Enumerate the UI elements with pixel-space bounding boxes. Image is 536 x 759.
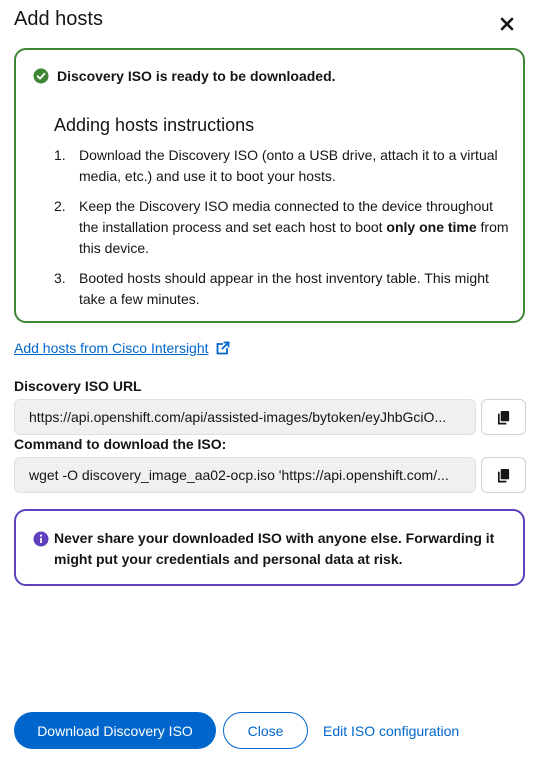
- close-icon[interactable]: [497, 14, 517, 34]
- download-command-label: Command to download the ISO:: [14, 436, 227, 452]
- success-alert: [14, 48, 525, 323]
- instructions-list: [54, 145, 514, 319]
- download-discovery-iso-button[interactable]: Download Discovery ISO: [14, 712, 216, 749]
- cisco-intersight-link[interactable]: Add hosts from Cisco Intersight: [14, 340, 209, 356]
- intersight-link-row: [14, 340, 231, 356]
- instructions-title: Adding hosts instructions: [54, 115, 255, 135]
- copy-command-button[interactable]: [481, 457, 526, 493]
- success-alert-header: [33, 68, 336, 84]
- instruction-step: 2. Keep the Discovery ISO media connected to the device throughout the installation process and set each host to boot only one time from this device.: [54, 198, 509, 256]
- external-link-icon[interactable]: [215, 340, 231, 356]
- iso-url-field[interactable]: https://api.openshift.com/api/assisted-images/bytoken/eyJhbGciO...: [14, 399, 476, 435]
- instruction-step: 1. Download the Discovery ISO (onto a USB drive, attach it to a virtual media, etc.) and use it to boot your hosts.: [54, 147, 498, 184]
- success-alert-message: Discovery ISO is ready to be downloaded.: [57, 68, 336, 84]
- check-circle-icon: [33, 68, 49, 84]
- close-button[interactable]: Close: [223, 712, 308, 749]
- modal-title: Add hosts: [14, 8, 103, 30]
- iso-url-label: Discovery ISO URL: [14, 378, 142, 394]
- copy-icon: [496, 410, 511, 425]
- instruction-step: 3. Booted hosts should appear in the host inventory table. This might take a few minutes.: [54, 270, 489, 307]
- edit-iso-configuration-link[interactable]: Edit ISO configuration: [323, 722, 460, 739]
- download-command-field[interactable]: wget -O discovery_image_aa02-ocp.iso 'https://api.openshift.com/...: [14, 457, 476, 493]
- copy-icon: [496, 468, 511, 483]
- info-alert: [14, 509, 525, 586]
- info-circle-icon: [33, 531, 49, 547]
- copy-iso-url-button[interactable]: [481, 399, 526, 435]
- info-alert-message: Never share your downloaded ISO with anyone else. Forwarding it might put your credentials and personal data at risk.: [54, 530, 495, 567]
